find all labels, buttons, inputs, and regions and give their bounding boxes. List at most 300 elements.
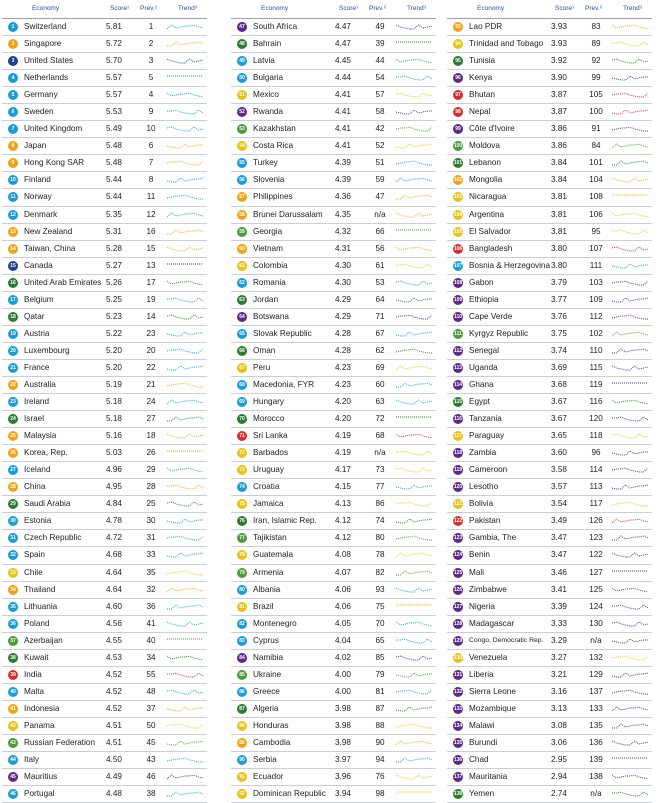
- rank-badge: 58: [237, 210, 247, 220]
- previous-rank: 28: [146, 482, 156, 492]
- previous-rank: n/a: [374, 209, 386, 219]
- table-row: [231, 360, 436, 377]
- header-prev: Prev.²: [369, 5, 386, 12]
- score-value: 3.98: [335, 703, 351, 713]
- rank-badge: 75: [237, 499, 247, 509]
- score-value: 3.86: [551, 141, 567, 151]
- score-value: 5.23: [106, 311, 122, 321]
- trend-sparkline-icon: [396, 669, 434, 681]
- trend-sparkline-icon: [167, 669, 205, 681]
- economy-name: Bosnia & Herzegovina: [469, 260, 551, 270]
- rank-badge: 129: [453, 637, 463, 644]
- economy-name: Korea, Rep.: [24, 448, 68, 458]
- rank-badge: 39: [8, 670, 18, 680]
- economy-name: Paraguay: [469, 431, 505, 441]
- economy-name: Malaysia: [24, 431, 57, 441]
- score-value: 4.08: [335, 550, 351, 560]
- previous-rank: n/a: [590, 789, 602, 799]
- rank-badge: 127: [453, 603, 463, 610]
- rank-badge: 103: [453, 194, 463, 201]
- economy-name: Liberia: [469, 669, 494, 679]
- score-value: 3.84: [551, 175, 567, 185]
- score-value: 4.00: [335, 669, 351, 679]
- table-row: [447, 462, 652, 479]
- economy-name: Qatar: [24, 311, 45, 321]
- economy-name: Kuwait: [24, 652, 49, 662]
- previous-rank: 32: [146, 584, 156, 594]
- rank-badge: 130: [453, 654, 463, 661]
- previous-rank: 54: [375, 73, 385, 83]
- previous-rank: 92: [591, 56, 601, 66]
- score-value: 4.30: [335, 260, 351, 270]
- rank-badge: 95: [453, 56, 463, 66]
- previous-rank: 47: [375, 192, 385, 202]
- score-value: 5.44: [106, 192, 122, 202]
- rank-badge: 128: [453, 620, 463, 627]
- table-row: [231, 224, 436, 241]
- table-row: [231, 479, 436, 496]
- economy-name: Panama: [24, 720, 55, 730]
- score-value: 4.20: [335, 397, 351, 407]
- previous-rank: 66: [375, 226, 385, 236]
- table-row: [2, 769, 207, 786]
- rank-badge: 49: [237, 56, 247, 66]
- rank-badge: 9: [8, 158, 18, 168]
- trend-sparkline-icon: [396, 345, 434, 357]
- table-row: [447, 752, 652, 769]
- trend-sparkline-icon: [612, 140, 650, 152]
- header-economy: Economy: [261, 5, 289, 12]
- table-row: [447, 786, 652, 803]
- score-value: 4.12: [335, 533, 351, 543]
- previous-rank: 124: [589, 601, 603, 611]
- economy-name: Kenya: [469, 73, 493, 83]
- rank-badge: 121: [453, 501, 463, 508]
- rank-badge: 119: [453, 467, 463, 474]
- previous-rank: 57: [375, 90, 385, 100]
- header-trend: Trend³: [407, 5, 426, 12]
- previous-rank: n/a: [374, 448, 386, 458]
- score-value: 4.12: [335, 516, 351, 526]
- economy-name: Norway: [24, 192, 52, 202]
- trend-sparkline-icon: [612, 430, 650, 442]
- score-value: 4.19: [335, 448, 351, 458]
- table-row: [447, 104, 652, 121]
- trend-sparkline-icon: [167, 379, 205, 391]
- table-row: [447, 377, 652, 394]
- trend-sparkline-icon: [167, 21, 205, 33]
- previous-rank: 61: [375, 260, 385, 270]
- trend-sparkline-icon: [396, 72, 434, 84]
- economy-name: Argentina: [469, 209, 505, 219]
- trend-sparkline-icon: [396, 38, 434, 50]
- score-value: 4.51: [106, 737, 122, 747]
- table-row: [2, 547, 207, 564]
- score-value: 4.48: [106, 789, 122, 799]
- trend-sparkline-icon: [167, 498, 205, 510]
- score-value: 4.39: [335, 175, 351, 185]
- score-value: 5.81: [106, 22, 122, 31]
- trend-sparkline-icon: [167, 38, 205, 50]
- trend-sparkline-icon: [612, 720, 650, 732]
- table-row: [447, 292, 652, 309]
- rank-badge: 85: [237, 670, 247, 680]
- previous-rank: 127: [589, 567, 603, 577]
- table-row: [2, 479, 207, 496]
- table-row: [2, 684, 207, 701]
- trend-sparkline-icon: [612, 567, 650, 579]
- trend-sparkline-icon: [396, 362, 434, 374]
- trend-sparkline-icon: [167, 601, 205, 613]
- trend-sparkline-icon: [396, 21, 434, 33]
- rank-badge: 17: [8, 295, 18, 305]
- table-row: [447, 616, 652, 633]
- score-value: 3.16: [551, 686, 567, 696]
- score-value: 4.64: [106, 567, 122, 577]
- previous-rank: 132: [589, 652, 603, 662]
- table-row: [2, 207, 207, 224]
- trend-sparkline-icon: [396, 703, 434, 715]
- table-row: [231, 343, 436, 360]
- economy-name: Tanzania: [469, 414, 502, 424]
- rank-badge: 31: [8, 533, 18, 543]
- economy-name: Croatia: [253, 482, 280, 492]
- economy-name: Colombia: [253, 260, 288, 270]
- economy-name: Hong Kong SAR: [24, 158, 85, 168]
- score-value: 4.52: [106, 669, 122, 679]
- score-value: 3.84: [551, 158, 567, 168]
- rank-badge: 100: [453, 143, 463, 150]
- previous-rank: 138: [589, 772, 603, 782]
- trend-sparkline-icon: [612, 464, 650, 476]
- table-row: [447, 326, 652, 343]
- rank-badge: 73: [237, 465, 247, 475]
- score-value: 4.50: [106, 755, 122, 765]
- rank-badge: 134: [453, 722, 463, 729]
- table-row: [447, 53, 652, 70]
- trend-sparkline-icon: [612, 277, 650, 289]
- table-row: [447, 360, 652, 377]
- trend-sparkline-icon: [396, 226, 434, 238]
- economy-name: Bangladesh: [469, 243, 513, 253]
- trend-sparkline-icon: [396, 567, 434, 579]
- table-row: [447, 70, 652, 87]
- table-row: [231, 701, 436, 718]
- previous-rank: 6: [148, 141, 154, 151]
- rank-badge: 70: [237, 414, 247, 424]
- previous-rank: 105: [589, 90, 603, 100]
- previous-rank: 25: [146, 499, 156, 509]
- score-value: 4.06: [335, 601, 351, 611]
- table-row: [2, 343, 207, 360]
- trend-sparkline-icon: [612, 549, 650, 561]
- economy-name: Lithuania: [24, 601, 58, 611]
- score-value: 5.70: [106, 56, 122, 66]
- score-value: 5.44: [106, 175, 122, 185]
- score-value: 3.80: [551, 243, 567, 253]
- economy-name: Tunisia: [469, 56, 496, 66]
- table-row: [231, 241, 436, 258]
- previous-rank: 102: [589, 328, 603, 338]
- previous-rank: 113: [589, 482, 603, 492]
- header-economy: Economy: [477, 5, 505, 12]
- previous-rank: 44: [375, 56, 385, 66]
- previous-rank: 69: [375, 362, 385, 372]
- previous-rank: 126: [589, 516, 603, 526]
- table-row: [231, 530, 436, 547]
- score-value: 4.45: [335, 56, 351, 66]
- rank-badge: 65: [237, 329, 247, 339]
- previous-rank: 83: [591, 22, 601, 31]
- rank-badge: 91: [237, 772, 247, 782]
- previous-rank: 76: [375, 772, 385, 782]
- table-row: [231, 599, 436, 616]
- trend-sparkline-icon: [396, 55, 434, 67]
- economy-name: Gambia, The: [469, 533, 517, 543]
- table-row: [231, 138, 436, 155]
- rank-badge: 16: [8, 278, 18, 288]
- table-row: [2, 241, 207, 258]
- economy-name: Chile: [24, 567, 43, 577]
- table-row: [2, 19, 207, 36]
- score-value: 4.30: [335, 277, 351, 287]
- economy-name: Montenegro: [253, 618, 297, 628]
- column-header: [2, 0, 207, 19]
- previous-rank: 99: [591, 73, 601, 83]
- table-row: [447, 735, 652, 752]
- economy-name: Taiwan, China: [24, 243, 76, 253]
- trend-sparkline-icon: [612, 311, 650, 323]
- table-row: [447, 258, 652, 275]
- economy-name: Mexico: [253, 90, 279, 100]
- score-value: 2.74: [551, 789, 567, 799]
- previous-rank: 22: [146, 362, 156, 372]
- score-value: 4.07: [335, 567, 351, 577]
- table-row: [231, 786, 436, 803]
- table-row: [447, 189, 652, 206]
- score-value: 2.94: [551, 772, 567, 782]
- score-value: 4.52: [106, 703, 122, 713]
- table-row: [2, 138, 207, 155]
- score-value: 4.44: [335, 73, 351, 83]
- table-row: [231, 718, 436, 735]
- previous-rank: 19: [146, 294, 156, 304]
- previous-rank: 45: [146, 737, 156, 747]
- rank-badge: 42: [8, 721, 18, 731]
- rank-badge: 132: [453, 688, 463, 695]
- trend-sparkline-icon: [612, 515, 650, 527]
- previous-rank: 118: [589, 431, 603, 441]
- score-value: 4.41: [335, 107, 351, 117]
- table-row: [447, 207, 652, 224]
- rank-badge: 7: [8, 124, 18, 134]
- table-row: [231, 207, 436, 224]
- rank-badge: 28: [8, 482, 18, 492]
- score-value: 3.94: [335, 789, 351, 799]
- rank-badge: 10: [8, 175, 18, 185]
- table-row: [231, 769, 436, 786]
- rank-badge: 104: [453, 211, 463, 218]
- score-value: 5.25: [106, 294, 122, 304]
- table-row: [231, 155, 436, 172]
- economy-name: Iceland: [24, 465, 51, 475]
- score-value: 4.36: [335, 192, 351, 202]
- trend-sparkline-icon: [612, 771, 650, 783]
- score-value: 3.06: [551, 737, 567, 747]
- previous-rank: 18: [146, 431, 156, 441]
- trend-sparkline-icon: [396, 157, 434, 169]
- score-value: 4.72: [106, 533, 122, 543]
- trend-sparkline-icon: [396, 635, 434, 647]
- score-value: 3.87: [551, 107, 567, 117]
- rank-badge: 13: [8, 227, 18, 237]
- economy-name: Finland: [24, 175, 51, 185]
- score-value: 4.19: [335, 431, 351, 441]
- trend-sparkline-icon: [396, 737, 434, 749]
- score-value: 5.49: [106, 124, 122, 134]
- previous-rank: 3: [148, 56, 154, 66]
- economy-name: Barbados: [253, 448, 289, 458]
- table-row: [447, 445, 652, 462]
- table-row: [2, 377, 207, 394]
- score-value: 4.41: [335, 141, 351, 151]
- score-value: 3.79: [551, 277, 567, 287]
- score-value: 3.97: [335, 755, 351, 765]
- previous-rank: 75: [375, 601, 385, 611]
- economy-name: Congo, Democratic Rep.: [469, 636, 544, 644]
- table-row: [2, 172, 207, 189]
- score-value: 3.47: [551, 550, 567, 560]
- economy-name: Namibia: [253, 652, 284, 662]
- previous-rank: 79: [375, 669, 385, 679]
- score-value: 3.67: [551, 414, 567, 424]
- score-value: 5.72: [106, 39, 122, 49]
- previous-rank: 27: [146, 414, 156, 424]
- trend-sparkline-icon: [612, 618, 650, 630]
- score-value: 4.64: [106, 584, 122, 594]
- score-value: 4.32: [335, 226, 351, 236]
- score-value: 4.00: [335, 686, 351, 696]
- table-row: [2, 445, 207, 462]
- rank-badge: 116: [453, 416, 463, 423]
- trend-sparkline-icon: [396, 379, 434, 391]
- previous-rank: 30: [146, 516, 156, 526]
- table-row: [2, 394, 207, 411]
- previous-rank: 56: [375, 243, 385, 253]
- trend-sparkline-icon: [167, 532, 205, 544]
- score-value: 4.41: [335, 90, 351, 100]
- trend-sparkline-icon: [612, 209, 650, 221]
- trend-sparkline-icon: [396, 447, 434, 459]
- rank-badge: 34: [8, 585, 18, 595]
- trend-sparkline-icon: [167, 584, 205, 596]
- previous-rank: 8: [148, 175, 154, 185]
- trend-sparkline-icon: [612, 601, 650, 613]
- trend-sparkline-icon: [612, 243, 650, 255]
- previous-rank: 33: [146, 550, 156, 560]
- previous-rank: 119: [589, 379, 603, 389]
- trend-sparkline-icon: [167, 481, 205, 493]
- trend-sparkline-icon: [167, 328, 205, 340]
- score-value: 4.47: [335, 39, 351, 49]
- trend-sparkline-icon: [167, 72, 205, 84]
- rank-badge: 15: [8, 261, 18, 271]
- rank-badge: 59: [237, 227, 247, 237]
- previous-rank: 14: [146, 311, 156, 321]
- trend-sparkline-icon: [167, 652, 205, 664]
- table-row: [447, 599, 652, 616]
- rank-badge: 133: [453, 705, 463, 712]
- score-value: 3.98: [335, 737, 351, 747]
- economy-name: Slovak Republic: [253, 328, 312, 338]
- economy-name: Netherlands: [24, 73, 69, 83]
- previous-rank: 52: [375, 141, 385, 151]
- table-row: [231, 377, 436, 394]
- table-row: [2, 70, 207, 87]
- trend-sparkline-icon: [612, 379, 650, 391]
- score-value: 3.41: [551, 584, 567, 594]
- rank-badge: 20: [8, 346, 18, 356]
- trend-sparkline-icon: [612, 703, 650, 715]
- economy-name: France: [24, 362, 50, 372]
- economy-name: South Africa: [253, 22, 298, 31]
- economy-name: Honduras: [253, 720, 289, 730]
- previous-rank: 133: [589, 703, 603, 713]
- score-value: 3.68: [551, 379, 567, 389]
- score-value: 4.41: [335, 124, 351, 134]
- rank-badge: 84: [237, 653, 247, 663]
- economy-name: Zambia: [469, 448, 497, 458]
- previous-rank: 117: [589, 499, 603, 509]
- economy-name: Egypt: [469, 397, 490, 407]
- trend-sparkline-icon: [612, 294, 650, 306]
- previous-rank: 17: [146, 277, 156, 287]
- score-value: 3.57: [551, 482, 567, 492]
- table-row: [231, 53, 436, 70]
- previous-rank: 26: [146, 448, 156, 458]
- score-value: 3.98: [335, 720, 351, 730]
- economy-name: Thailand: [24, 584, 56, 594]
- score-value: 4.28: [335, 328, 351, 338]
- economy-name: Lesotho: [469, 482, 499, 492]
- rows-list: [2, 19, 207, 803]
- table-row: [447, 36, 652, 53]
- economy-name: Oman: [253, 345, 276, 355]
- rank-badge: 86: [237, 687, 247, 697]
- economy-name: Georgia: [253, 226, 283, 236]
- previous-rank: 36: [146, 601, 156, 611]
- table-row: [447, 155, 652, 172]
- table-row: [2, 104, 207, 121]
- score-value: 4.04: [335, 635, 351, 645]
- economy-name: Albania: [253, 584, 281, 594]
- previous-rank: 7: [148, 158, 154, 168]
- economy-name: Italy: [24, 755, 40, 765]
- table-row: [447, 479, 652, 496]
- score-value: 4.39: [335, 158, 351, 168]
- previous-rank: 16: [146, 226, 156, 236]
- table-row: [2, 718, 207, 735]
- table-row: [447, 650, 652, 667]
- rank-badge: 40: [8, 687, 18, 697]
- economy-name: Morocco: [253, 414, 285, 424]
- trend-sparkline-icon: [396, 464, 434, 476]
- previous-rank: 29: [146, 465, 156, 475]
- rank-badge: 106: [453, 245, 463, 252]
- table-row: [231, 428, 436, 445]
- table-row: [231, 87, 436, 104]
- economy-name: Sri Lanka: [253, 431, 288, 441]
